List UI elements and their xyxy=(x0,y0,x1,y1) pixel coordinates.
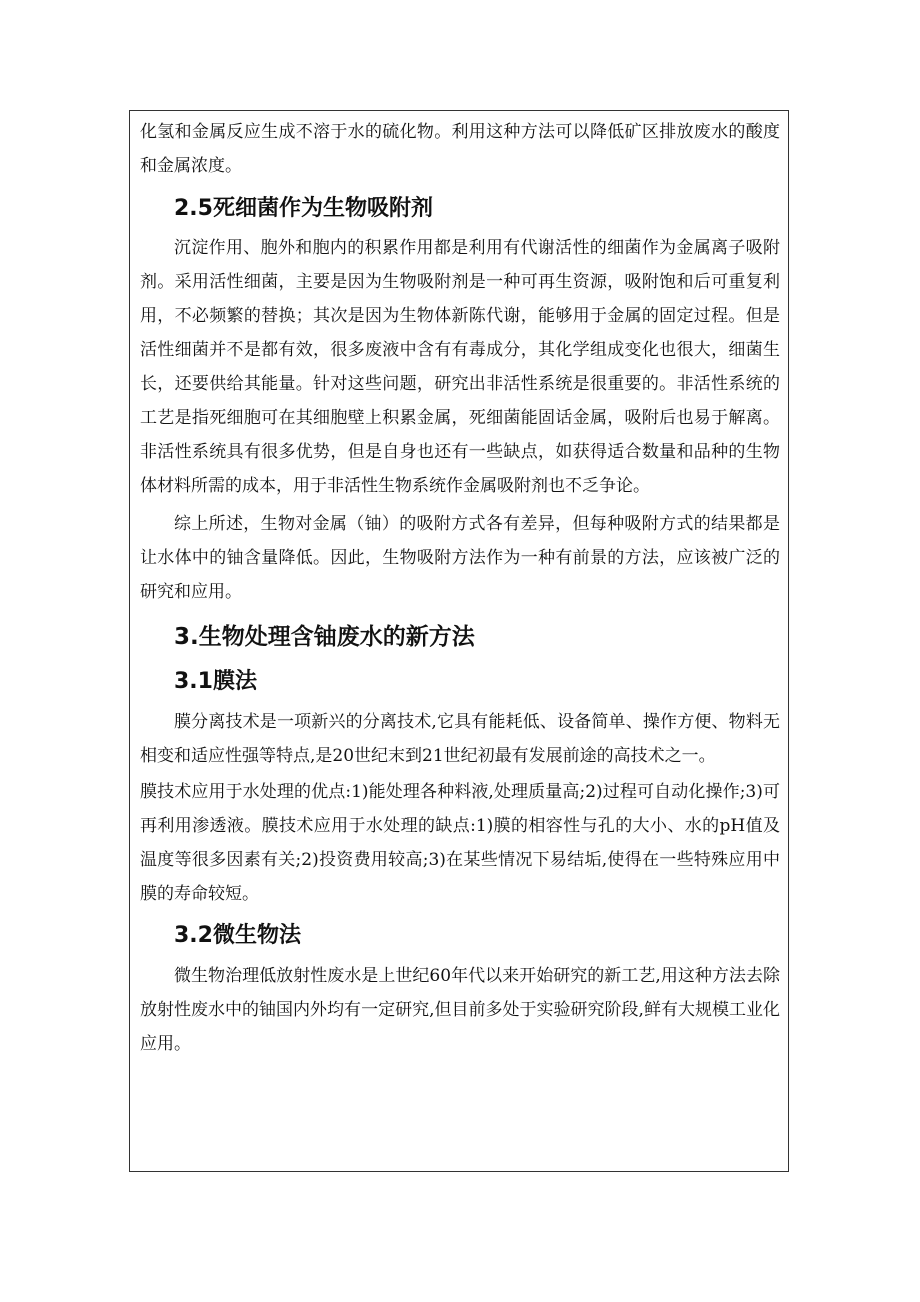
paragraph-2-5-a: 沉淀作用、胞外和胞内的积累作用都是利用有代谢活性的细菌作为金属离子吸附剂。采用活性细菌，主要是因为生物吸附剂是一种可再生资源，吸附饱和后可重复利用，不必频繁的替换；其次是因为生物体新陈代谢，能够用于金属的固定过程。但是活性细菌并不是都有效，很多废液中含有有毒成分，其化学组成变化也很大，细菌生长，还要供给其能量。针对这些问题，研究出非活性系统是很重要的。非活性系统的工艺是指死细胞可在其细胞壁上积累金属，死细菌能固话金属，吸附后也易于解离。非活性系统具有很多优势，但是自身也还有一些缺点，如获得适合数量和品种的生物体材料所需的成本，用于非活性生物系统作金属吸附剂也不乏争论。 xyxy=(140,238,780,496)
paragraph-intro: 化氢和金属反应生成不溶于水的硫化物。利用这种方法可以降低矿区排放废水的酸度和金属浓度。 xyxy=(140,122,780,176)
heading-3: 3.生物处理含铀废水的新方法 xyxy=(174,624,475,650)
paragraph-2-5-b: 综上所述，生物对金属（铀）的吸附方式各有差异，但每种吸附方式的结果都是让水体中的铀含量降低。因此，生物吸附方法作为一种有前景的方法，应该被广泛的研究和应用。 xyxy=(140,514,780,602)
document-body xyxy=(140,111,780,1061)
paragraph-3-2-a: 微生物治理低放射性废水是上世纪60年代以来开始研究的新工艺,用这种方法去除放射性废水中的铀国内外均有一定研究,但目前多处于实验研究阶段,鲜有大规模工业化应用。 xyxy=(140,966,780,1054)
paragraph-3-1-a: 膜分离技术是一项新兴的分离技术,它具有能耗低、设备简单、操作方便、物料无相变和适应性强等特点,是20世纪末到21世纪初最有发展前途的高技术之一。 xyxy=(140,712,780,766)
document-frame xyxy=(129,110,789,1172)
heading-3-1: 3.1膜法 xyxy=(174,669,257,694)
paragraph-3-1-b: 膜技术应用于水处理的优点:1)能处理各种料液,处理质量高;2)过程可自动化操作;3)可再利用渗透液。膜技术应用于水处理的缺点:1)膜的相容性与孔的大小、水的pH值及温度等很多因素有关;2)投资费用较高;3)在某些情况下易结垢,使得在一些特殊应用中膜的寿命较短。 xyxy=(140,782,780,904)
heading-3-2: 3.2微生物法 xyxy=(174,923,301,948)
heading-2-5: 2.5死细菌作为生物吸附剂 xyxy=(174,196,433,221)
